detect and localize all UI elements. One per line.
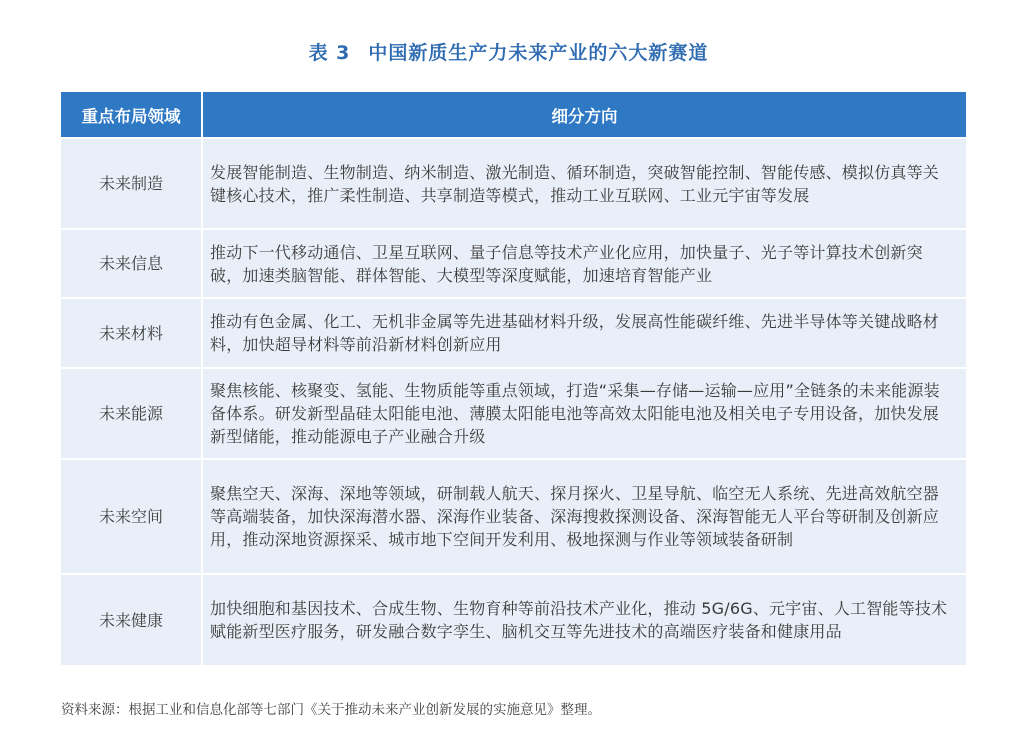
table-header-row bbox=[61, 92, 966, 138]
table-row bbox=[61, 229, 966, 298]
header-area: 重点布局领域 bbox=[61, 92, 202, 138]
area-cell: 未来能源 bbox=[61, 368, 202, 459]
table-row bbox=[61, 574, 966, 665]
direction-cell: 聚焦空天、深海、深地等领域，研制载人航天、探月探火、卫星导航、临空无人系统、先进高效航空器等高端装备，加快深海潜水器、深海作业装备、深海搜救探测设备、深海智能无人平台等研制及创新应用，推动深地资源探采、城市地下空间开发利用、极地探测与作业等领域装备研制 bbox=[202, 459, 966, 574]
table-row bbox=[61, 298, 966, 368]
direction-cell: 推动下一代移动通信、卫星互联网、量子信息等技术产业化应用，加快量子、光子等计算技术创新突破，加速类脑智能、群体智能、大模型等深度赋能，加速培育智能产业 bbox=[202, 229, 966, 298]
table-title bbox=[0, 38, 1017, 65]
direction-cell: 加快细胞和基因技术、合成生物、生物育种等前沿技术产业化，推动 5G/6G、元宇宙、人工智能等技术赋能新型医疗服务，研发融合数字孪生、脑机交互等先进技术的高端医疗装备和健康用品 bbox=[202, 574, 966, 665]
header-direction: 细分方向 bbox=[202, 92, 966, 138]
area-cell: 未来信息 bbox=[61, 229, 202, 298]
direction-cell: 聚焦核能、核聚变、氢能、生物质能等重点领域，打造“采集—存储—运输—应用”全链条的未来能源装备体系。研发新型晶硅太阳能电池、薄膜太阳能电池等高效太阳能电池及相关电子专用设备，加快发展新型储能，推动能源电子产业融合升级 bbox=[202, 368, 966, 459]
industry-table bbox=[61, 92, 966, 665]
table-number: 表 3 bbox=[308, 42, 351, 64]
direction-cell: 发展智能制造、生物制造、纳米制造、激光制造、循环制造，突破智能控制、智能传感、模拟仿真等关键核心技术，推广柔性制造、共享制造等模式，推动工业互联网、工业元宇宙等发展 bbox=[202, 138, 966, 229]
table-title-text: 中国新质生产力未来产业的六大新赛道 bbox=[368, 42, 709, 64]
table-row bbox=[61, 368, 966, 459]
area-cell: 未来制造 bbox=[61, 138, 202, 229]
source-note: 资料来源：根据工业和信息化部等七部门《关于推动未来产业创新发展的实施意见》整理。 bbox=[61, 702, 601, 718]
area-cell: 未来材料 bbox=[61, 298, 202, 368]
area-cell: 未来空间 bbox=[61, 459, 202, 574]
direction-cell: 推动有色金属、化工、无机非金属等先进基础材料升级，发展高性能碳纤维、先进半导体等关键战略材料，加快超导材料等前沿新材料创新应用 bbox=[202, 298, 966, 368]
area-cell: 未来健康 bbox=[61, 574, 202, 665]
table-row bbox=[61, 138, 966, 229]
table-row bbox=[61, 459, 966, 574]
